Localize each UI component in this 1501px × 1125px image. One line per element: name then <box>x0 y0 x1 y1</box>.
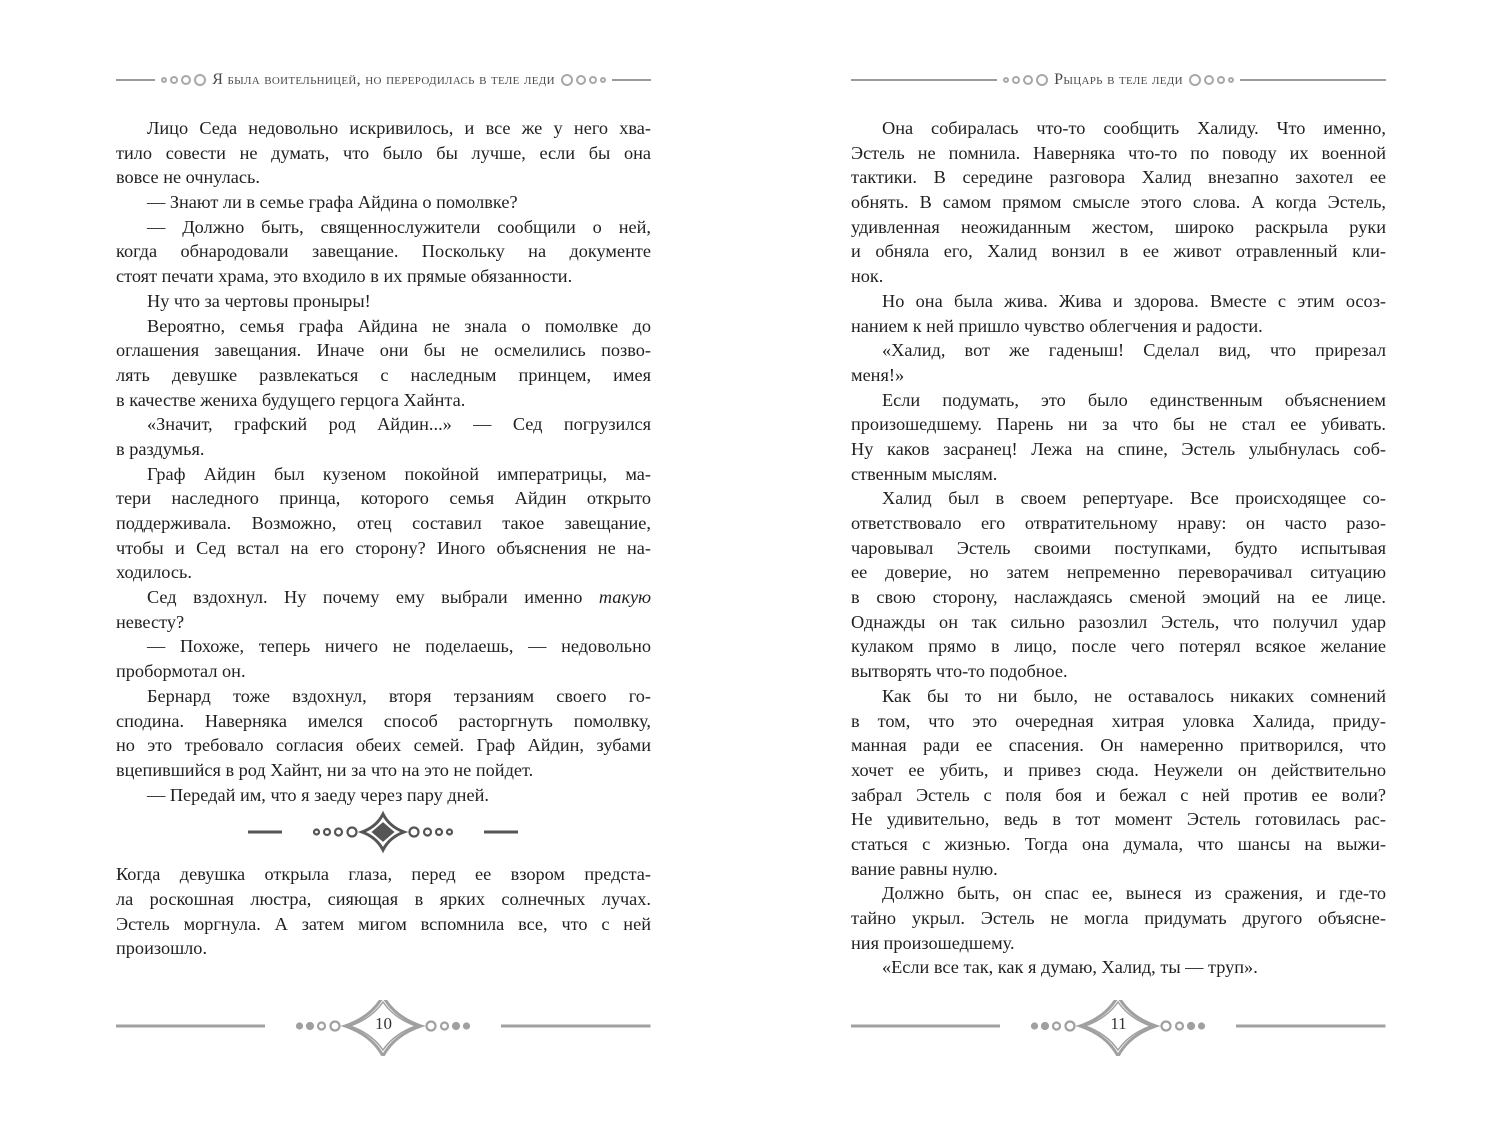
header-rule <box>612 79 651 81</box>
text-line: Граф Айдин был кузеном покойной императрицы, ма- <box>147 463 651 484</box>
text-line: Вероятно, семья графа Айдина не знала о помолвке до <box>147 315 651 336</box>
page-footer <box>116 1000 651 1056</box>
text-line: ответствовало его отвратительному нраву: он часто разо- <box>851 513 1386 533</box>
ornament-dot <box>1003 77 1009 83</box>
ornament-dot <box>1228 77 1234 83</box>
paragraph <box>116 215 651 289</box>
text-line: пробормотал он. <box>116 661 246 682</box>
running-header <box>116 68 651 92</box>
header-title: Я была воительницей, но переродилась в теле леди <box>212 71 555 88</box>
text-line: ходилось. <box>116 562 192 583</box>
page-body <box>851 116 1386 980</box>
text-line: — Знают ли в семье графа Айдина о помолвке? <box>147 192 518 213</box>
right-page <box>851 0 1386 1125</box>
text-line: хочет ее убить, и привез сюда. Неужели он действительно <box>851 759 1386 780</box>
text-line: вытворять что-то подобное. <box>851 661 1068 682</box>
paragraph <box>851 338 1386 387</box>
text-line: ла роскошная люстра, сияющая в ярких солнечных лучах. <box>116 888 651 909</box>
text-line: Если подумать, это было единственным объяснением <box>882 389 1386 410</box>
text-line: вание равны нулю. <box>851 858 998 879</box>
ornament-dot <box>1036 74 1048 86</box>
header-ornament <box>561 74 606 86</box>
text-line: произошедшему. Парень ни за что бы не стал ее убивать. <box>851 414 1386 435</box>
text-line: Не удивительно, ведь в тот момент Эстель готовилась рас- <box>851 809 1386 830</box>
text-line: «Если все так, как я думаю, Халид, ты — труп». <box>882 957 1258 978</box>
header-ornament <box>161 74 206 86</box>
header-rule <box>1240 79 1386 81</box>
text-line: вцепившийся в род Хайнт, ни за что на это не пойдет. <box>116 759 534 780</box>
text-line: Ну что за чертовы проныры! <box>147 290 371 311</box>
text-line: Бернард тоже вздохнул, вторя терзаниям своего го- <box>147 685 651 706</box>
page-number: 10 <box>375 1014 392 1033</box>
ornament-dot <box>348 828 357 837</box>
text-line: тило совести не думать, что было бы лучше, если бы она <box>116 142 651 163</box>
text-line: Ну каков засранец! Лежа на спине, Эстель улыбнулась соб- <box>851 438 1386 459</box>
text-line: в свою сторону, наслаждаясь сменой эмоций на ее лице. <box>851 587 1386 608</box>
text-line: Эстель моргнула. А затем мигом вспомнила все, что с ней <box>116 913 651 934</box>
text-line: Должно быть, он спас ее, вынеся из сражения, и где-то <box>882 883 1386 904</box>
paragraph <box>116 684 651 783</box>
paragraph <box>116 412 651 461</box>
ornament-dot <box>600 77 606 83</box>
text-line: Когда девушка открыла глаза, перед ее взором предста- <box>116 864 651 885</box>
text-line: — Передай им, что я заеду через пару дней. <box>147 784 489 805</box>
text-line: произошло. <box>116 938 208 959</box>
separator-ornament <box>116 807 651 862</box>
left-page <box>116 0 651 1125</box>
text-line: но это требовало согласия обеих семей. Граф Айдин, зубами <box>116 735 651 756</box>
text-line: когда обнародовали завещание. Поскольку на документе <box>116 241 651 262</box>
text-line: в раздумья. <box>116 438 205 459</box>
ornament-dot <box>1023 75 1033 85</box>
header-ornament <box>1003 74 1048 86</box>
ornament-dot <box>194 74 206 86</box>
text-line: Лицо Седа недовольно искривилось, и все же у него хва- <box>147 118 651 138</box>
text-line: тери наследного принца, которого семья Айдин открыто <box>116 488 651 509</box>
text-line: чтобы и Сед встал на его сторону? Иного объяснения не на- <box>116 537 651 558</box>
ornament-dot <box>324 829 330 835</box>
text-line: ственным мыслям. <box>851 463 998 484</box>
text-line: оглашения завещания. Иначе они бы не осмелились позво- <box>116 340 651 361</box>
text-line: тайно укрыл. Эстель не могла придумать другого объясне- <box>851 908 1386 928</box>
text-line: сподина. Наверняка имелся способ расторгнуть помолвку, <box>116 710 651 731</box>
page-body <box>116 116 651 961</box>
ornament-dot <box>1204 75 1214 85</box>
text-line: тактики. В середине разговора Халид внезапно захотел ее <box>851 167 1386 188</box>
text-line: невесту? <box>116 611 185 632</box>
paragraph <box>851 486 1386 684</box>
text-line: чаровывал Эстель своими поступками, будто испытывая <box>851 537 1386 558</box>
text-line: Она собиралась что-то сообщить Халиду. Что именно, <box>882 118 1386 138</box>
text-line: нанием к ней пришло чувство облегчения и радости. <box>851 315 1263 336</box>
paragraph <box>851 116 1386 289</box>
text-line: Халид был в своем репертуаре. Все происходящее со- <box>882 488 1386 509</box>
ornament-dot <box>589 76 597 84</box>
page-footer <box>851 1000 1386 1056</box>
header-rule <box>116 79 155 81</box>
ornament-dot <box>170 76 178 84</box>
ornament-dot <box>447 830 452 835</box>
text-line: «Значит, графский род Айдин...» — Сед погрузился <box>147 414 651 435</box>
text-line: меня!» <box>851 364 905 385</box>
paragraph <box>116 585 651 634</box>
header-ornament <box>1189 74 1234 86</box>
paragraph <box>116 289 651 314</box>
text-line: манная ради ее спасения. Он намеренно притворился, что <box>851 735 1386 756</box>
text-line: вовсе не очнулась. <box>116 167 260 188</box>
text-line: и обняла его, Халид вонзил в ее живот отравленный кли- <box>851 241 1386 262</box>
text-line: «Халид, вот же гаденыш! Сделал вид, что прирезал <box>882 340 1386 361</box>
page-number: 11 <box>1110 1014 1127 1033</box>
text-line: — Должно быть, священнослужители сообщили о ней, <box>147 216 651 237</box>
ornament-dot <box>1012 76 1020 84</box>
paragraph <box>116 314 651 413</box>
paragraph <box>116 462 651 585</box>
text-line: в качестве жениха будущего герцога Хайнта. <box>116 389 466 410</box>
paragraph <box>851 289 1386 338</box>
text-line: удивленная неожиданным жестом, широко раскрыла руки <box>851 216 1386 237</box>
text-line: в том, что это очередная хитрая уловка Халида, приду- <box>851 710 1386 731</box>
paragraph <box>851 881 1386 955</box>
ornament-dot <box>335 829 342 836</box>
ornament-dot <box>561 74 573 86</box>
text-line: ее доверие, но затем непременно переворачивал ситуацию <box>851 562 1386 583</box>
text-line: Эстель не помнила. Наверняка что-то по поводу их военной <box>851 142 1386 163</box>
section-separator <box>116 807 651 862</box>
text-line: кулаком прямо в лицо, после чего потерял всякое желание <box>851 636 1386 657</box>
text-line: ния произошедшему. <box>851 932 1015 953</box>
paragraph <box>851 684 1386 882</box>
text-run: Сед вздохнул. Ну почему ему выбрали именно <box>147 587 599 608</box>
text-line: стоят печати храма, это входило в их прямые обязанности. <box>116 266 573 287</box>
ornament-dot <box>314 830 319 835</box>
ornament-dot <box>1189 74 1201 86</box>
ornament-dot <box>436 829 442 835</box>
paragraph <box>851 955 1386 980</box>
paragraph <box>116 116 651 190</box>
text-line: поддерживала. Возможно, отец составил такое завещание, <box>116 513 651 533</box>
text-line: — Похоже, теперь ничего не поделаешь, — недовольно <box>147 636 651 657</box>
ornament-dot <box>424 829 431 836</box>
ornament-dot <box>181 75 191 85</box>
running-header <box>851 68 1386 92</box>
paragraph <box>851 388 1386 487</box>
text-line: Но она была жива. Жива и здорова. Вместе с этим осоз- <box>882 290 1386 311</box>
text-line: Однажды он так сильно разозлил Эстель, что получил удар <box>851 611 1386 632</box>
text-line: нок. <box>851 266 884 287</box>
paragraph <box>116 783 651 808</box>
emphasis-text: такую <box>598 587 651 608</box>
ornament-dot <box>410 828 419 837</box>
header-rule <box>851 79 997 81</box>
text-line: забрал Эстель с поля боя и бежал с ней против ее воли? <box>851 784 1386 805</box>
paragraph <box>116 862 651 961</box>
paragraph <box>116 190 651 215</box>
text-line: обнять. В самом прямом смысле этого слова. А когда Эстель, <box>851 192 1386 213</box>
paragraph <box>116 634 651 683</box>
ornament-dot <box>161 77 167 83</box>
text-line <box>116 585 651 610</box>
text-line: Как бы то ни было, не оставалось никаких сомнений <box>882 685 1386 706</box>
text-line: лять девушке развлекаться с наследным принцем, имея <box>116 364 651 385</box>
ornament-dot <box>1217 76 1225 84</box>
ornament-dot <box>576 75 586 85</box>
header-title: Рыцарь в теле леди <box>1054 71 1183 88</box>
text-line: статься с жизнью. Тогда она думала, что шансы на выжи- <box>851 833 1386 854</box>
